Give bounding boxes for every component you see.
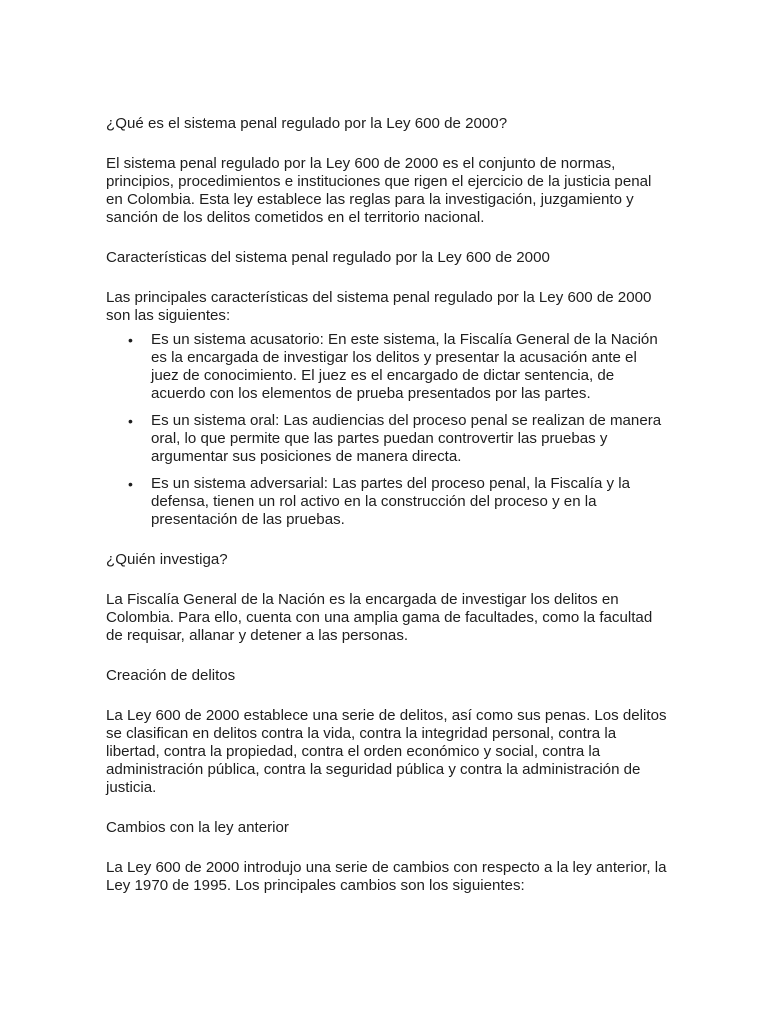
list-item-text: Es un sistema oral: Las audiencias del proceso penal se realizan de manera oral, lo que permite que las partes puedan controvertir las pruebas y argumentar sus posiciones de manera directa.: [151, 412, 662, 465]
list-item: [106, 331, 668, 403]
section-heading-crime-creation: Creación de delitos: [106, 667, 236, 684]
paragraph-definition: El sistema penal regulado por la Ley 600 de 2000 es el conjunto de normas, principios, procedimientos e instituciones que rigen el ejercicio de la justicia penal en Colombia. Esta ley establece las reglas para la investigación, juzgamiento y sanción de los delitos cometidos en el territorio nacional.: [106, 155, 652, 226]
section-heading-changes: Cambios con la ley anterior: [106, 819, 289, 836]
list-item: [106, 475, 668, 529]
characteristics-list: [106, 331, 668, 529]
section-heading-who-investigates: ¿Quién investiga?: [106, 551, 228, 568]
bullet-icon: •: [128, 476, 133, 492]
paragraph-who-investigates: La Fiscalía General de la Nación es la encargada de investigar los delitos en Colombia. Para ello, cuenta con una amplia gama de facultades, como la facultad de requisar, allanar y detener a las personas.: [106, 591, 653, 644]
section-heading-what-is: ¿Qué es el sistema penal regulado por la Ley 600 de 2000?: [106, 115, 508, 132]
paragraph-characteristics-intro: Las principales características del sistema penal regulado por la Ley 600 de 2000 son las siguientes:: [106, 289, 652, 324]
bullet-icon: •: [128, 332, 133, 348]
paragraph-changes: La Ley 600 de 2000 introdujo una serie de cambios con respecto a la ley anterior, la Ley 1970 de 1995. Los principales cambios son los siguientes:: [106, 859, 667, 894]
list-item: [106, 412, 668, 466]
list-item-text: Es un sistema acusatorio: En este sistema, la Fiscalía General de la Nación es la encargada de investigar los delitos y presentar la acusación ante el juez de conocimiento. El juez es el encargado de dictar sentencia, de acuerdo con los elementos de prueba presentados por las partes.: [151, 331, 658, 402]
bullet-icon: •: [128, 413, 133, 429]
paragraph-crime-creation: La Ley 600 de 2000 establece una serie de delitos, así como sus penas. Los delitos se clasifican en delitos contra la vida, contra la integridad personal, contra la libertad, contra la propiedad, contra el orden económico y social, contra la administración pública, contra la seguridad pública y contra la administración de justicia.: [106, 707, 667, 796]
list-item-text: Es un sistema adversarial: Las partes del proceso penal, la Fiscalía y la defensa, tienen un rol activo en la construcción del proceso y en la presentación de las pruebas.: [151, 475, 631, 528]
section-heading-characteristics: Características del sistema penal regulado por la Ley 600 de 2000: [106, 249, 550, 266]
